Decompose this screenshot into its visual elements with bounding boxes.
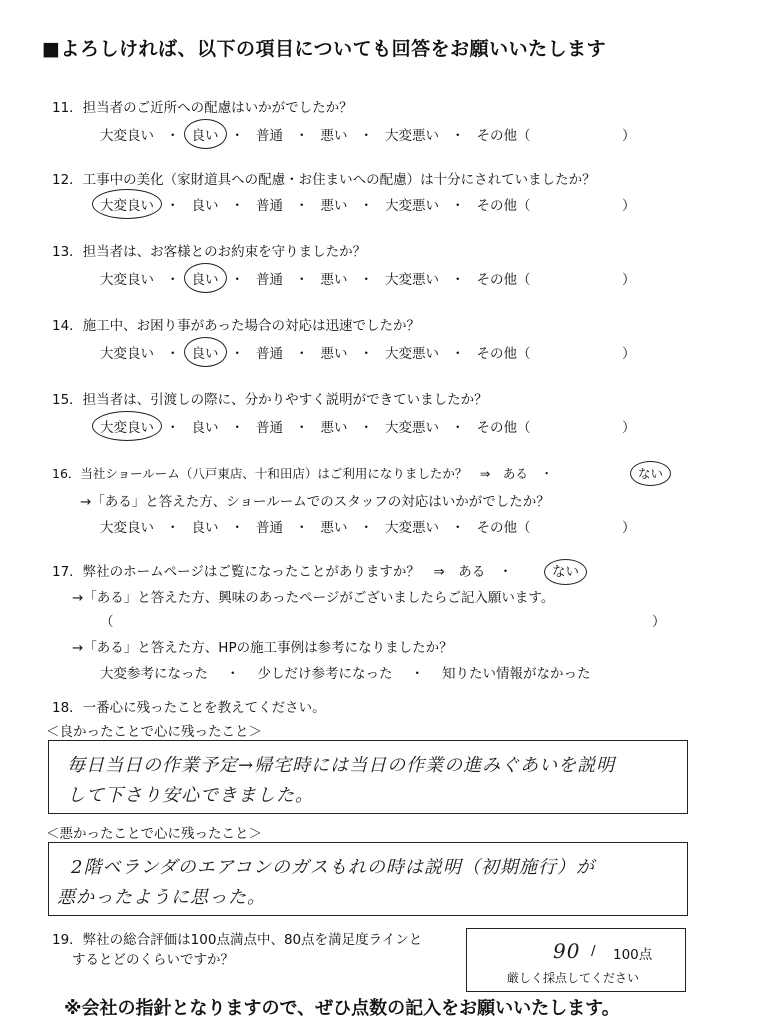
separator: ・ [359, 420, 373, 436]
separator: ・ [451, 420, 465, 436]
q12-normal[interactable]: 普通 [256, 198, 283, 214]
q18-bad-answer-line1: 2階ベランダのエアコンのガスもれの時は説明（初期施行）が [71, 857, 595, 878]
q16-other[interactable]: その他（ [476, 520, 531, 536]
q14-good-selected[interactable]: 良い [188, 342, 223, 362]
separator: ・ [451, 346, 465, 362]
separator: ・ [295, 272, 309, 288]
q17-somewhat-helpful[interactable]: 少しだけ参考になった [257, 666, 393, 682]
q18-good-answer-box[interactable] [48, 740, 688, 814]
q15-other[interactable]: その他（ [476, 420, 531, 436]
separator: ・ [451, 128, 465, 144]
q15-good[interactable]: 良い [191, 420, 219, 436]
q18-good-answer-line2: して下さり安心できました。 [67, 785, 314, 806]
q12-other[interactable]: その他（ [476, 198, 531, 214]
separator: ・ [359, 520, 373, 536]
q18-bad-answer-box[interactable] [48, 842, 688, 916]
q16-very-good[interactable]: 大変良い [100, 520, 154, 536]
q17-answer[interactable] [548, 560, 583, 580]
q19-note: 厳しく採点してください [507, 971, 640, 985]
q18-bad-label: ＜悪かったことで心に残ったこと＞ [46, 826, 262, 842]
question-13: 13．担当者は、お客様とのお約束を守りましたか？ [52, 244, 367, 260]
q15-very-bad[interactable]: 大変悪い [385, 420, 439, 436]
question-12: 12．工事中の美化（家財道具への配慮・お住まいへの配慮）は十分にされていましたか？ [52, 172, 596, 188]
separator: ・ [166, 272, 180, 288]
q16-paren-close: ） [622, 520, 636, 536]
q15-bad[interactable]: 悪い [320, 420, 348, 436]
q14-other[interactable]: その他（ [476, 346, 531, 362]
separator: ・ [451, 272, 465, 288]
q12-good[interactable]: 良い [191, 198, 219, 214]
separator: ・ [410, 666, 424, 682]
separator: ・ [359, 128, 373, 144]
footer-note: ※会社の指針となりますので、ぜひ点数の記入をお願いいたします。 [64, 998, 620, 1019]
separator: ・ [295, 420, 309, 436]
q16-bad[interactable]: 悪い [320, 520, 348, 536]
q17-very-helpful[interactable]: 大変参考になった [100, 666, 208, 682]
q16-answer-no-selected[interactable]: ない [634, 466, 667, 481]
question-11: 11．担当者のご近所への配慮はいかがでしたか？ [52, 100, 353, 116]
q14-bad[interactable]: 悪い [320, 346, 348, 362]
q17-not-helpful[interactable]: 知りたい情報がなかった [442, 666, 591, 682]
separator: ・ [230, 520, 244, 536]
q13-very-bad[interactable]: 大変悪い [385, 272, 439, 288]
separator: ・ [295, 520, 309, 536]
q17-followup-2: →「ある」と答えた方、HPの施工事例は参考になりましたか？ [72, 640, 453, 656]
q14-very-bad[interactable]: 大変悪い [385, 346, 439, 362]
q16-good[interactable]: 良い [191, 520, 219, 536]
q12-very-bad[interactable]: 大変悪い [385, 198, 439, 214]
q16-answer[interactable] [634, 464, 667, 482]
question-18: 18．一番心に残ったことを教えてください。 [52, 700, 326, 716]
q17-paren-close: ） [652, 614, 666, 630]
q12-paren-close: ） [622, 198, 636, 214]
q14-options [96, 342, 535, 362]
question-19-line1: 19．弊社の総合評価は100点満点中、80点を満足度ラインと [52, 932, 423, 948]
q19-score-box[interactable] [466, 928, 686, 992]
q19-max-score: 100点 [613, 947, 653, 963]
q11-other[interactable]: その他（ [476, 128, 531, 144]
separator: ・ [359, 346, 373, 362]
separator: ・ [295, 346, 309, 362]
q14-normal[interactable]: 普通 [256, 346, 283, 362]
separator: ・ [295, 128, 309, 144]
q11-paren-close: ） [622, 128, 636, 144]
separator: ・ [166, 520, 180, 536]
separator: ・ [359, 198, 373, 214]
q13-other[interactable]: その他（ [476, 272, 531, 288]
q17-paren-open: （ [100, 614, 114, 630]
q16-options [96, 516, 535, 536]
question-14: 14．施工中、お困り事があった場合の対応は迅速でしたか？ [52, 318, 421, 334]
q18-good-answer-line1: 毎日当日の作業予定→帰宅時には当日の作業の進みぐあいを説明 [67, 755, 616, 776]
q17-answer-no-selected[interactable]: ない [548, 564, 583, 580]
q19-score-value: 90 [553, 939, 581, 963]
separator: ・ [295, 198, 309, 214]
separator: ・ [359, 272, 373, 288]
q15-options [96, 416, 535, 436]
separator: ・ [166, 128, 180, 144]
q16-very-bad[interactable]: 大変悪い [385, 520, 439, 536]
q14-paren-close: ） [622, 346, 636, 362]
q13-very-good[interactable]: 大変良い [100, 272, 154, 288]
q15-paren-close: ） [622, 420, 636, 436]
separator: ・ [166, 198, 180, 214]
q15-very-good-selected[interactable]: 大変良い [96, 416, 158, 436]
q11-bad[interactable]: 悪い [320, 128, 348, 144]
separator: ・ [226, 666, 240, 682]
q19-slash: / [591, 943, 596, 959]
q13-bad[interactable]: 悪い [320, 272, 348, 288]
separator: ・ [166, 420, 180, 436]
q11-very-good[interactable]: 大変良い [100, 128, 154, 144]
q11-very-bad[interactable]: 大変悪い [385, 128, 439, 144]
q17-followup-1: →「ある」と答えた方、興味のあったページがございましたらご記入願います。 [72, 590, 555, 606]
question-19-line2: するとどのくらいですか？ [72, 952, 234, 968]
question-15: 15．担当者は、引渡しの際に、分かりやすく説明ができていましたか？ [52, 392, 488, 408]
q12-bad[interactable]: 悪い [320, 198, 348, 214]
separator: ・ [451, 520, 465, 536]
q12-very-good-selected[interactable]: 大変良い [96, 194, 158, 214]
q13-paren-close: ） [622, 272, 636, 288]
q13-normal[interactable]: 普通 [256, 272, 283, 288]
q17-options [96, 662, 595, 682]
q16-normal[interactable]: 普通 [256, 520, 283, 536]
q11-options [96, 124, 535, 144]
q12-options [96, 194, 535, 214]
q11-good-selected[interactable]: 良い [188, 124, 223, 144]
q16-followup: →「ある」と答えた方、ショールームでのスタッフの対応はいかがでしたか？ [80, 494, 550, 510]
q13-options [96, 268, 535, 288]
separator: ・ [230, 272, 244, 288]
separator: ・ [166, 346, 180, 362]
q18-good-label: ＜良かったことで心に残ったこと＞ [46, 724, 262, 740]
question-16: 16．当社ショールーム（八戸東店、十和田店）はご利用になりましたか？ ⇒ ある ・ [52, 466, 553, 481]
q11-normal[interactable]: 普通 [256, 128, 283, 144]
page-heading: ■よろしければ、以下の項目についても回答をお願いいたします [42, 38, 607, 60]
q13-good-selected[interactable]: 良い [188, 268, 223, 288]
separator: ・ [451, 198, 465, 214]
q15-normal[interactable]: 普通 [256, 420, 283, 436]
separator: ・ [230, 346, 244, 362]
q18-bad-answer-line2: 悪かったように思った。 [57, 887, 266, 908]
separator: ・ [230, 420, 244, 436]
question-17: 17．弊社のホームページはご覧になったことがありますか？ ⇒ ある ・ [52, 564, 513, 580]
separator: ・ [230, 128, 244, 144]
q14-very-good[interactable]: 大変良い [100, 346, 154, 362]
separator: ・ [230, 198, 244, 214]
